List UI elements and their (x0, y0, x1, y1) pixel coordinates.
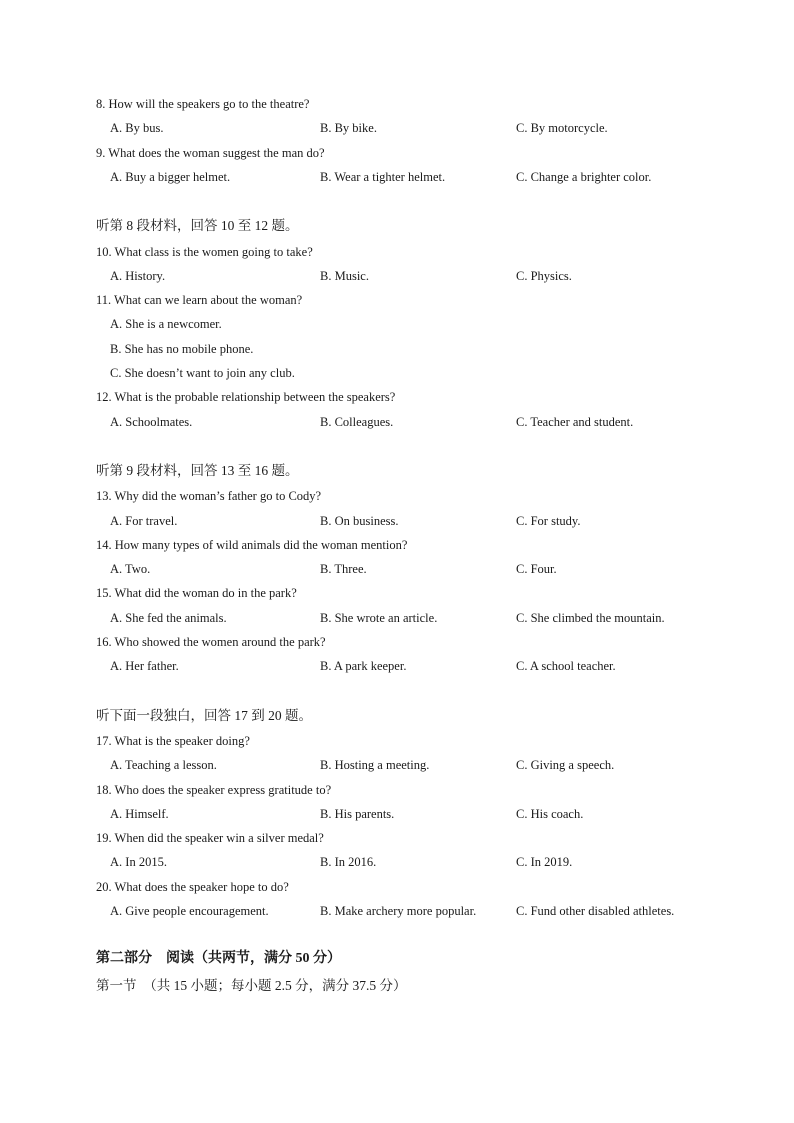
answer-option: B. She wrote an article. (320, 610, 438, 625)
answer-option: B. Colleagues. (320, 414, 394, 429)
section-instruction: 第一节 （共 15 小题；每小题 2.5 分，满分 37.5 分） (96, 977, 407, 993)
answer-option: A. History. (110, 268, 166, 283)
answer-option: C. In 2019. (516, 855, 573, 870)
question-stem: 12. What is the probable relationship between the speakers? (96, 390, 396, 405)
answer-option: A. She is a newcomer. (110, 317, 222, 332)
answer-option: C. His coach. (516, 806, 584, 821)
answer-option: A. She fed the animals. (110, 610, 227, 625)
answer-option: A. Two. (110, 562, 151, 577)
question-stem: 8. How will the speakers go to the theatre? (96, 97, 310, 111)
answer-option: C. She doesn’t want to join any club. (110, 366, 295, 380)
answer-option: B. Music. (320, 268, 369, 283)
answer-option: A. Her father. (110, 659, 179, 674)
question-stem: 15. What did the woman do in the park? (96, 586, 297, 601)
question-stem: 14. How many types of wild animals did the woman mention? (96, 537, 408, 552)
answer-option: C. By motorcycle. (516, 121, 608, 136)
answer-option: C. A school teacher. (516, 659, 616, 674)
question-stem: 17. What is the speaker doing? (96, 733, 250, 748)
answer-option: C. For study. (516, 513, 581, 528)
answer-option: C. Physics. (516, 268, 572, 283)
answer-option: A. Give people encouragement. (110, 904, 269, 918)
answer-option: B. Wear a tighter helmet. (320, 169, 446, 184)
part-title: 第二部分 阅读（共两节，满分 50 分） (96, 951, 341, 967)
question-stem: 20. What does the speaker hope to do? (96, 879, 289, 894)
section-instruction: 听第 9 段材料，回答 13 至 16 题。 (96, 462, 299, 478)
answer-option: A. Teaching a lesson. (110, 758, 217, 773)
answer-option: C. Giving a speech. (516, 758, 615, 773)
answer-option: B. His parents. (320, 806, 395, 821)
answer-option: B. Make archery more popular. (320, 904, 477, 918)
question-stem: 9. What does the woman suggest the man do? (96, 145, 325, 160)
question-stem: 18. Who does the speaker express gratitude to? (96, 782, 332, 797)
answer-option: A. In 2015. (110, 855, 167, 870)
question-stem: 11. What can we learn about the woman? (96, 293, 303, 308)
answer-option: C. Fund other disabled athletes. (516, 904, 675, 918)
answer-option: B. A park keeper. (320, 659, 407, 674)
question-stem: 13. Why did the woman’s father go to Cody? (96, 489, 322, 504)
question-stem: 16. Who showed the women around the park? (96, 635, 326, 649)
question-stem: 10. What class is the women going to take? (96, 244, 313, 259)
answer-option: C. Four. (516, 562, 557, 577)
answer-option: A. For travel. (110, 513, 178, 528)
answer-option: A. By bus. (110, 121, 164, 136)
answer-option: B. Hosting a meeting. (320, 758, 430, 773)
answer-option: C. She climbed the mountain. (516, 610, 665, 625)
answer-option: B. She has no mobile phone. (110, 341, 254, 356)
answer-option: B. In 2016. (320, 855, 377, 870)
answer-option: A. Buy a bigger helmet. (110, 169, 231, 184)
answer-option: B. On business. (320, 513, 399, 528)
answer-option: C. Teacher and student. (516, 414, 634, 429)
answer-option: B. By bike. (320, 121, 377, 136)
section-instruction: 听下面一段独白，回答 17 到 20 题。 (96, 707, 312, 723)
answer-option: B. Three. (320, 562, 367, 577)
question-stem: 19. When did the speaker win a silver medal? (96, 831, 324, 846)
answer-option: C. Change a brighter color. (516, 169, 652, 184)
section-instruction: 听第 8 段材料，回答 10 至 12 题。 (96, 218, 299, 234)
answer-option: A. Himself. (110, 806, 169, 821)
answer-option: A. Schoolmates. (110, 414, 193, 429)
